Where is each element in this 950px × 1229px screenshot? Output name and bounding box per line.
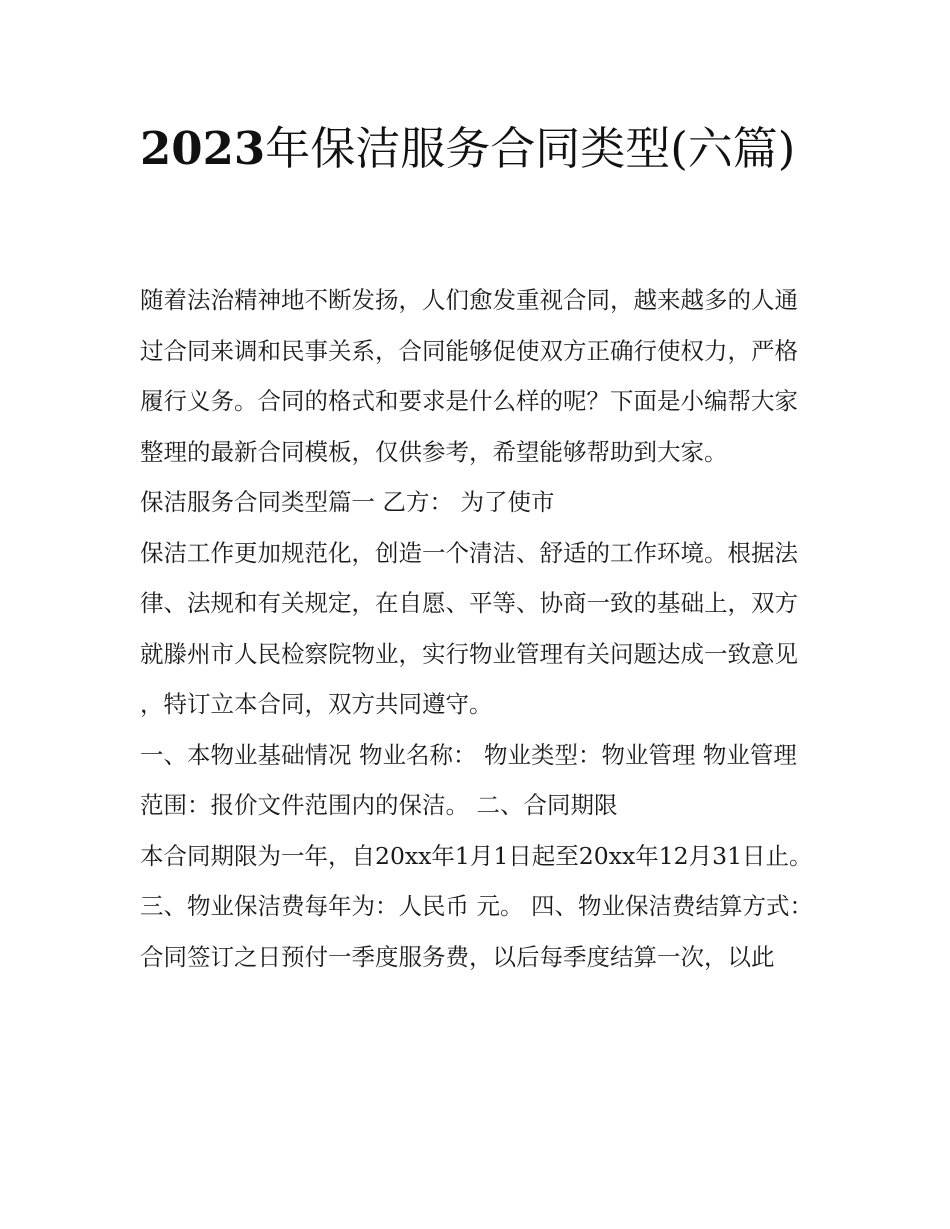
document-title xyxy=(140,112,820,186)
paragraph-intro: 随着法治精神地不断发扬，人们愈发重视合同，越来越多的人通过合同来调和民事关系，合同能够促使双方正确行使权力，严格履行义务。合同的格式和要求是什么样的呢？下面是小编帮大家整理的最新合同模板，仅供参考，希望能够帮助到大家。 xyxy=(140,286,798,466)
paragraph-settlement: 合同签订之日预付一季度服务费，以后每季度结算一次，以此 xyxy=(140,942,775,971)
title-text: 年保洁服务合同类型(六篇) xyxy=(265,122,796,175)
paragraph-section-one-heading: 保洁服务合同类型篇一 乙方： 为了使市 xyxy=(140,488,555,516)
paragraph-contract-term: 本合同期限为一年，自20xx年1月1日起至20xx年12月31日止。 三、物业保洁费每年为：人民币 元。 四、物业保洁费结算方式： xyxy=(140,841,813,920)
document-body xyxy=(140,275,820,982)
title-year: 2023 xyxy=(140,122,266,175)
paragraph-property-info: 一、本物业基础情况 物业名称： 物业类型：物业管理 物业管理范围：报价文件范围内的保洁。 二、合同期限 xyxy=(140,740,797,819)
paragraph-purpose: 保洁工作更加规范化，创造一个清洁、舒适的工作环境。根据法律、法规和有关规定，在自愿、平等、协商一致的基础上，双方就滕州市人民检察院物业，实行物业管理有关问题达成一致意见，特订立本合同，双方共同遵守。 xyxy=(140,538,798,718)
